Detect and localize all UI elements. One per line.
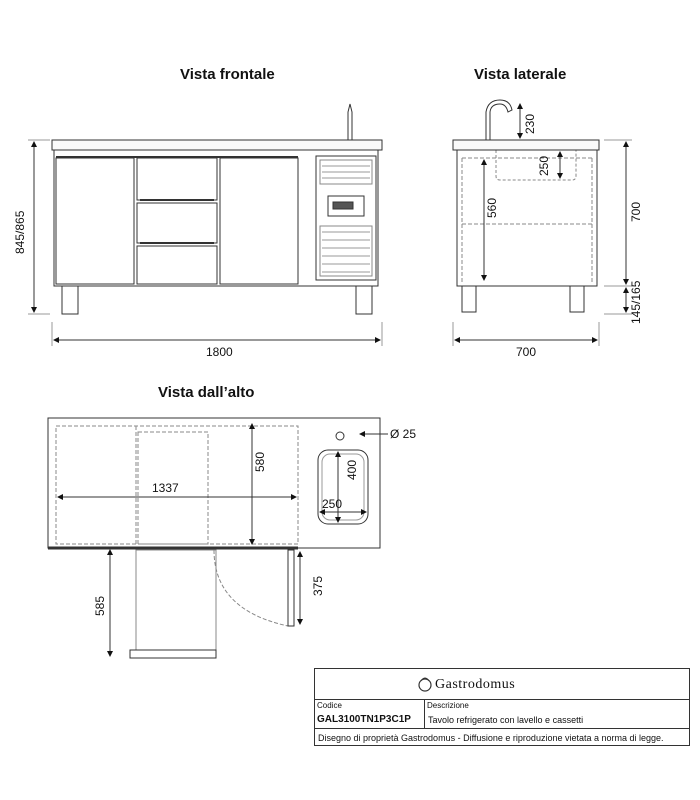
front-faucet: [348, 104, 352, 140]
side-view-title: Vista laterale: [474, 66, 567, 83]
side-faucet: [486, 100, 512, 140]
title-block-brand-row: [315, 669, 689, 700]
brand-logo-icon: [415, 673, 435, 693]
front-view: [28, 104, 382, 346]
front-drawer-1: [137, 158, 217, 200]
side-sink: [496, 150, 576, 180]
front-foot-right: [356, 286, 372, 314]
top-door-open: [288, 550, 294, 626]
side-sink-depth-label: 250: [537, 155, 551, 176]
top-sink-width-label: 250: [322, 497, 343, 511]
front-vent-bottom: [320, 226, 372, 276]
top-view: [48, 418, 388, 658]
disclaimer-text: Disegno di proprietà Gastrodomus - Diffusione e riproduzione vietata a norma di legge.: [318, 733, 664, 743]
top-hole-label: Ø 25: [390, 427, 417, 441]
top-sink: [318, 450, 368, 524]
side-inner-label: 560: [485, 197, 499, 218]
front-right-door: [220, 158, 298, 284]
title-block-info-row: [315, 700, 689, 729]
front-height-label: 845/865: [13, 210, 27, 254]
front-width-label: 1800: [206, 345, 233, 359]
description-value: Tavolo refrigerato con lavello e cassetti: [428, 715, 584, 725]
code-value: GAL3100TN1P3C1P: [317, 714, 411, 725]
top-faucet-hole: [336, 432, 344, 440]
front-worktop: [52, 140, 382, 150]
side-faucet-label: 230: [523, 113, 537, 134]
side-width-label: 700: [516, 345, 537, 359]
description-cell: [425, 700, 689, 728]
side-feet-label: 145/165: [629, 280, 643, 324]
title-block: [314, 668, 690, 746]
front-view-title: Vista frontale: [180, 66, 275, 83]
side-view: [453, 100, 632, 346]
top-sink-length-label: 400: [345, 459, 359, 480]
top-door-swing: [214, 550, 288, 626]
side-foot-right: [570, 286, 584, 312]
top-drawer-out-label: 585: [93, 595, 107, 616]
front-control-panel: [316, 156, 376, 280]
top-drawer-pullout: [136, 550, 216, 650]
side-foot-left: [462, 286, 476, 312]
description-label: Descrizione: [427, 701, 469, 710]
front-drawer-2: [137, 203, 217, 243]
front-drawer-3: [137, 246, 217, 284]
side-height-label: 700: [629, 201, 643, 222]
front-body: [54, 150, 378, 286]
top-outline: [48, 418, 380, 548]
top-view-title: Vista dall’alto: [158, 384, 255, 401]
front-foot-left: [62, 286, 78, 314]
code-label: Codice: [317, 701, 342, 710]
vent-slots: [322, 166, 370, 272]
front-left-door: [56, 158, 134, 284]
top-depth-label: 580: [253, 451, 267, 472]
top-door-swing-label: 375: [311, 575, 325, 596]
side-worktop: [453, 140, 599, 150]
brand-name: Gastrodomus: [435, 677, 516, 692]
top-inner-width-label: 1337: [152, 481, 179, 495]
code-cell: [315, 700, 425, 728]
